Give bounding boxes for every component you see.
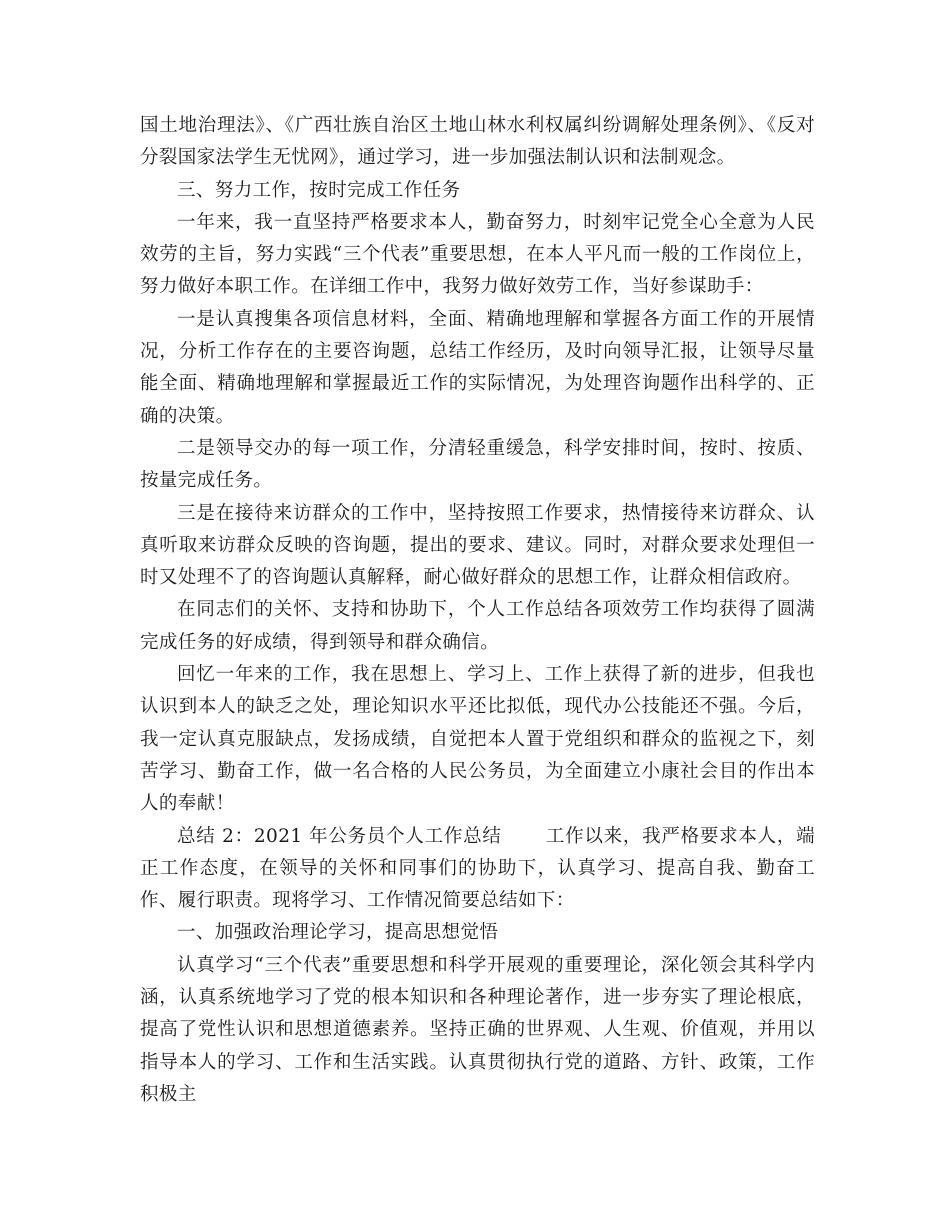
paragraph-reflection: 回忆一年来的工作，我在思想上、学习上、工作上获得了新的进步，但我也认识到本人的缺乏之处，理论知识水平还比拟低，现代办公技能还不强。今后，我一定认真克服缺点，发扬成绩，自觉把本人置于党组织和群众的监视之下，刻苦学习、勤奋工作，做一名合格的人民公务员，为全面建立小康社会目的作出本人的奉献！ [140,664,815,815]
paragraph-point-one: 一是认真搜集各项信息材料，全面、精确地理解和掌握各方面工作的开展情况，分析工作存在的主要咨询题，总结工作经历，及时向领导汇报，让领导尽量能全面、精确地理解和掌握最近工作的实际情况，为处理咨询题作出科学的、正确的决策。 [140,308,815,427]
paragraph-point-three: 三是在接待来访群众的工作中，坚持按照工作要求，热情接待来访群众、认真听取来访群众反映的咨询题，提出的要求、建议。同时，对群众要求处理但一时又处理不了的咨询题认真解释，耐心做好群众的思想工作，让群众相信政府。 [140,502,815,589]
paragraph-year-review: 一年来，我一直坚持严格要求本人，勤奋努力，时刻牢记党全心全意为人民效劳的主旨，努力实践“三个代表”重要思想，在本人平凡而一般的工作岗位上，努力做好本职工作。在详细工作中，我努力做好效劳工作，当好参谋助手： [140,211,815,298]
document-page [140,110,815,1111]
section-heading-political-study: 一、加强政治理论学习，提高思想觉悟 [177,922,499,944]
paragraph-support: 在同志们的关怀、支持和协助下，个人工作总结各项效劳工作均获得了圆满完成任务的好成绩，得到领导和群众确信。 [140,599,815,653]
paragraph-law-study: 国土地治理法》、《广西壮族自治区土地山林水利权属纠纷调解处理条例》、《反对分裂国家法学生无忧网》，通过学习，进一步加强法制认识和法制观念。 [140,115,815,169]
summary-two-body: 工作以来，我严格要求本人，端正工作态度，在领导的关怀和同事们的协助下，认真学习、提高自我、勤奋工作、履行职责。现将学习、工作情况简要总结如下： [140,825,815,912]
paragraph-theory-study: 认真学习“三个代表”重要思想和科学开展观的重要理论，深化领会其科学内涵，认真系统地学习了党的根本知识和各种理论著作，进一步夯实了理论根底，提高了党性认识和思想道德素养。坚持正确的世界观、人生观、价值观，并用以指导本人的学习、工作和生活实践。认真贯彻执行党的道路、方针、政策，工作积极主 [140,954,815,1105]
summary-two-heading: 总结 2：2021 年公务员个人工作总结 [177,825,502,847]
paragraph-point-two: 二是领导交办的每一项工作，分清轻重缓急，科学安排时间，按时、按质、按量完成任务。 [140,437,815,492]
section-heading-work-tasks: 三、努力工作，按时完成工作任务 [177,179,461,201]
paragraph-summary-two [140,821,815,918]
